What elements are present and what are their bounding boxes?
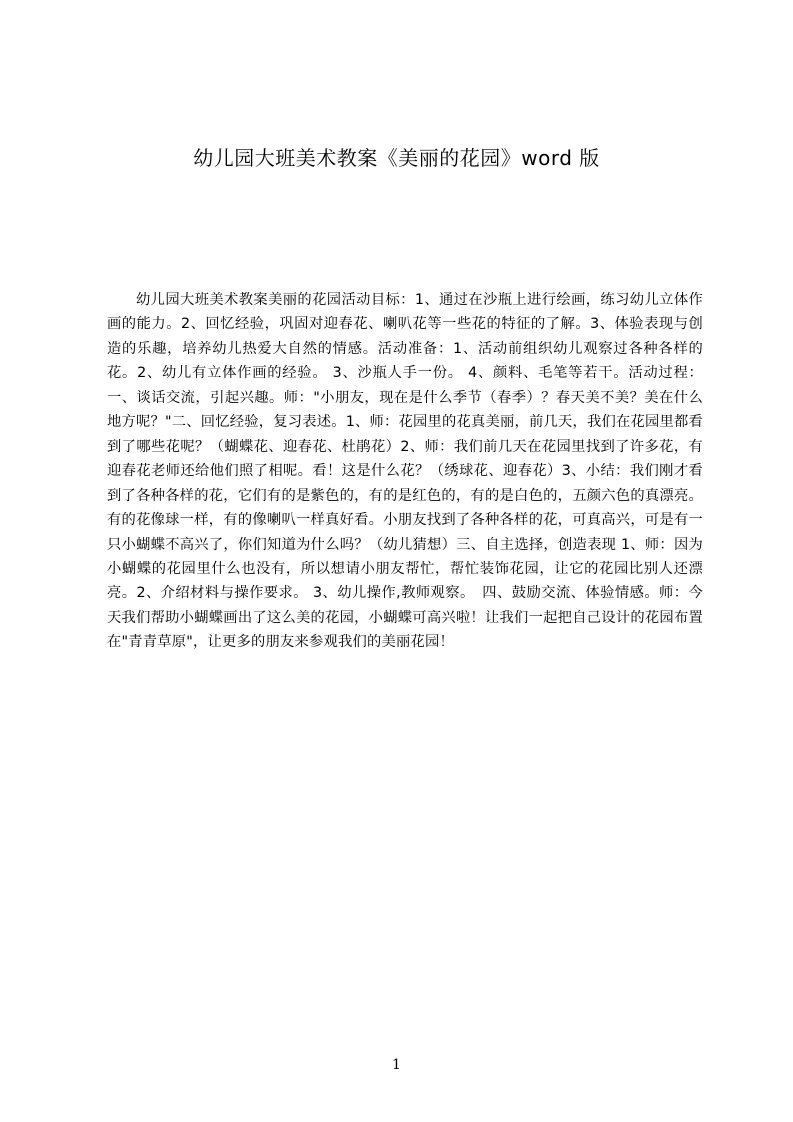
document-body <box>107 288 703 728</box>
page-number: 1 <box>392 1057 401 1073</box>
body-paragraph: 幼儿园大班美术教案美丽的花园活动目标：1、通过在沙瓶上进行绘画，练习幼儿立体作画的能力。2、回忆经验，巩固对迎春花、喇叭花等一些花的特征的了解。3、体验表现与创造的乐趣，培养幼儿热爱大自然的情感。活动准备：1、活动前组织幼儿观察过各种各样的花。2、幼儿有立体作画的经验。 3、沙瓶人手一份。 4、颜料、毛笔等若干。活动过程：一、谈话交流，引起兴趣。师："小朋友，现在是什么季节（春季）？春天美不美？美在什么地方呢？"二、回忆经验，复习表述。1、师：花园里的花真美丽，前几天，我们在花园里都看到了哪些花呢？（蝴蝶花、迎春花、杜鹃花）2、师：我们前几天在花园里找到了许多花，有迎春花老师还给他们照了相呢。看！这是什么花？（绣球花、迎春花）3、小结：我们刚才看到了各种各样的花，它们有的是紫色的，有的是红色的，有的是白色的，五颜六色的真漂亮。有的花像球一样，有的像喇叭一样真好看。小朋友找到了各种各样的花，可真高兴，可是有一只小蝴蝶不高兴了，你们知道为什么吗？（幼儿猜想）三、自主选择，创造表现 1、师：因为小蝴蝶的花园里什么也没有，所以想请小朋友帮忙，帮忙装饰花园，让它的花园比别人还漂亮。2、介绍材料与操作要求。 3、幼儿操作,教师观察。 四、鼓励交流、体验情感。师：今天我们帮助小蝴蝶画出了这么美的花园，小蝴蝶可高兴啦！让我们一起把自己设计的花园布置在"青青草原"，让更多的朋友来参观我们的美丽花园！ <box>107 292 703 651</box>
document-title: 幼儿园大班美术教案《美丽的花园》word 版 <box>193 146 600 170</box>
